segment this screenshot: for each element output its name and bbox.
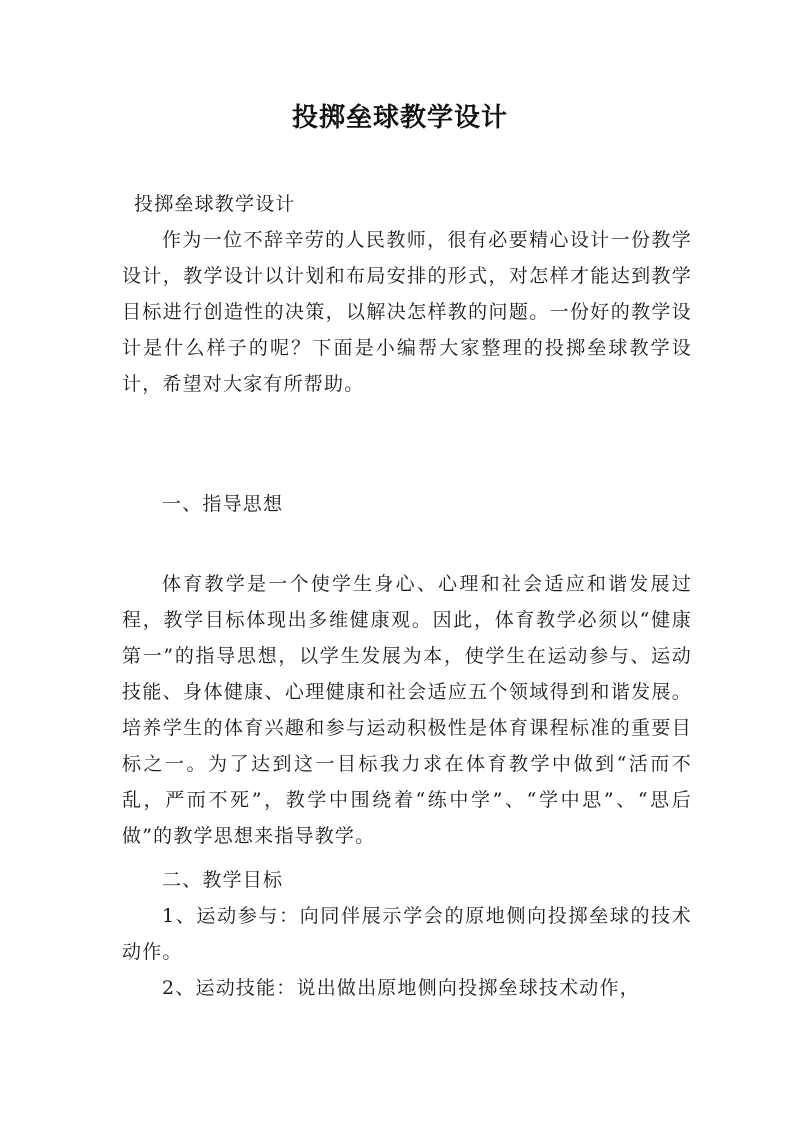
document-title: 投掷垒球教学设计 <box>291 103 508 133</box>
objective-item: 1、运动参与：向同伴展示学会的原地侧向投掷垒球的技术动作。 <box>122 905 692 963</box>
section-two-heading: 二、教学目标 <box>162 869 284 891</box>
section-one-paragraph: 体育教学是一个使学生身心、心理和社会适应和谐发展过程，教学目标体现出多维健康观。因此，体育教学必须以“健康第一”的指导思想，以学生发展为本，使学生在运动参与、运动技能、身体健康、心理健康和社会适应五个领域得到和谐发展。培养学生的体育兴趣和参与运动积极性是体育课程标准的重要目标之一。为了达到这一目标我力求在体育教学中做到“活而不乱，严而不死”，教学中围绕着“练中学”、“学中思”、“思后做”的教学思想来指导教学。 <box>122 573 692 847</box>
section-one-heading: 一、指导思想 <box>162 493 284 515</box>
intro-paragraph: 作为一位不辞辛劳的人民教师，很有必要精心设计一份教学设计，教学设计以计划和布局安排的形式，对怎样才能达到教学目标进行创造性的决策，以解决怎样教的问题。一份好的教学设计是什么样子的呢？下面是小编帮大家整理的投掷垒球教学设计，希望对大家有所帮助。 <box>122 229 692 395</box>
document-subtitle: 投掷垒球教学设计 <box>134 193 296 215</box>
objective-item: 2、运动技能：说出做出原地侧向投掷垒球技术动作， <box>162 977 640 999</box>
